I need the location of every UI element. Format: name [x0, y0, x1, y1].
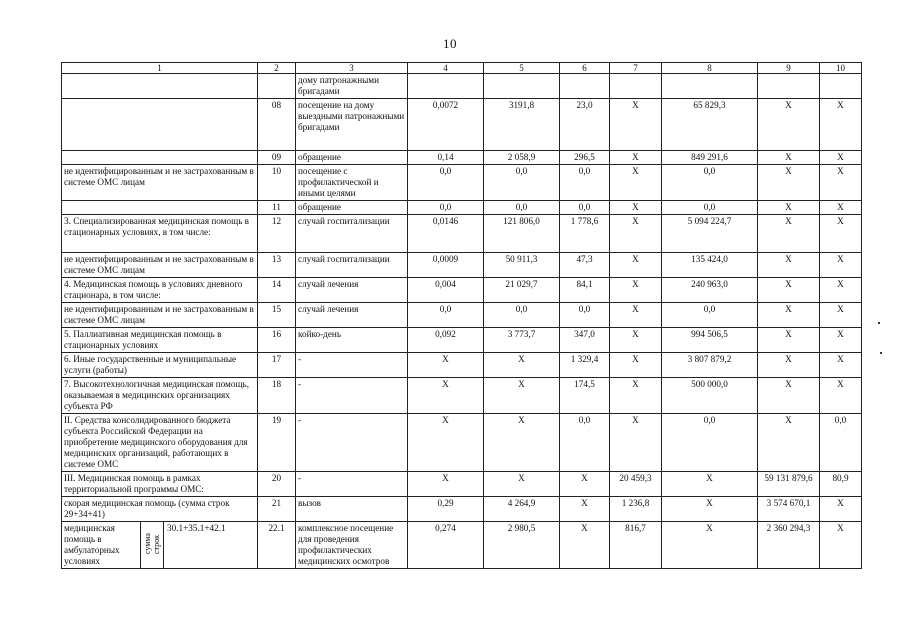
cell-row-number: 09: [258, 151, 296, 165]
cell-row-label: [62, 99, 258, 151]
cell-row-number: 16: [258, 328, 296, 353]
page-number: 10: [443, 36, 457, 51]
cell-row-label: III. Медицинская помощь в рамках территориальной программы ОМС:: [62, 472, 258, 497]
cell-row-label: не идентифицированным и не застрахованным в системе ОМС лицам: [62, 253, 258, 278]
cell-share: Х: [820, 497, 862, 522]
header-col-8: 8: [662, 63, 758, 74]
cell-unit: -: [296, 414, 408, 472]
cell-unit: случай госпитализации: [296, 253, 408, 278]
cell-per-capita-oms: 1 236,8: [610, 497, 662, 522]
cell-cost-norm: Х: [484, 353, 560, 378]
cell-amount-oms: Х: [758, 303, 820, 328]
cell-row-label: 6. Иные государственные и муниципальные услуги (работы): [62, 353, 258, 378]
cell-row-number: [258, 74, 296, 99]
cell-share: 80,9: [820, 472, 862, 497]
cell-share: 0,0: [820, 414, 862, 472]
cell-unit: койко-день: [296, 328, 408, 353]
cell-cost-norm: [484, 74, 560, 99]
table-row: [62, 201, 862, 215]
split-vertical-cell: [140, 522, 164, 568]
cell-per-capita-oms: Х: [610, 328, 662, 353]
cell-amount-budget: Х: [662, 497, 758, 522]
cell-amount-oms: 3 574 670,1: [758, 497, 820, 522]
cell-share: Х: [820, 201, 862, 215]
cell-amount-budget: Х: [662, 472, 758, 497]
header-col-7: 7: [610, 63, 662, 74]
cell-per-capita-budget: 1 329,4: [560, 353, 610, 378]
cell-row-number: 08: [258, 99, 296, 151]
cell-unit: посещение с профилактической и иными целями: [296, 165, 408, 201]
cell-amount-oms: [758, 74, 820, 99]
cell-amount-budget: 240 963,0: [662, 278, 758, 303]
cell-per-capita-oms: [610, 74, 662, 99]
cell-per-capita-budget: [560, 74, 610, 99]
table-row: [62, 472, 862, 497]
cell-share: Х: [820, 328, 862, 353]
cell-row-label: II. Средства консолидированного бюджета субъекта Российской Федерации на приобретение медицинского оборудования для медицинских организаций, работающих в системе ОМС: [62, 414, 258, 472]
cell-per-capita-budget: 1 778,6: [560, 215, 610, 253]
cell-row-number: 12: [258, 215, 296, 253]
cell-row-label: [62, 151, 258, 165]
cell-amount-oms: Х: [758, 278, 820, 303]
cell-per-capita-oms: Х: [610, 353, 662, 378]
table-row: [62, 165, 862, 201]
cell-volume-norm: 0,29: [408, 497, 484, 522]
cell-cost-norm: 3 773,7: [484, 328, 560, 353]
table-row: [62, 74, 862, 99]
cell-amount-oms: Х: [758, 378, 820, 414]
cell-share: Х: [820, 253, 862, 278]
cell-per-capita-budget: 84,1: [560, 278, 610, 303]
cell-amount-oms: 59 131 879,6: [758, 472, 820, 497]
cell-share: Х: [820, 303, 862, 328]
header-col-4: 4: [408, 63, 484, 74]
cell-cost-norm: 4 264,9: [484, 497, 560, 522]
cell-share: Х: [820, 165, 862, 201]
cell-per-capita-oms: Х: [610, 303, 662, 328]
cell-cost-norm: 0,0: [484, 165, 560, 201]
cell-share: Х: [820, 278, 862, 303]
table-row: [62, 99, 862, 151]
cell-amount-oms: Х: [758, 328, 820, 353]
cell-amount-budget: 0,0: [662, 414, 758, 472]
cell-cost-norm: 50 911,3: [484, 253, 560, 278]
cell-amount-budget: 5 094 224,7: [662, 215, 758, 253]
cell-row-label: 5. Паллиативная медицинская помощь в стационарных условиях: [62, 328, 258, 353]
cell-volume-norm: 0,0146: [408, 215, 484, 253]
split-formula: 30.1+35.1+42.1: [167, 523, 226, 533]
cell-row-label: 4. Медицинская помощь в условиях дневного стационара, в том числе:: [62, 278, 258, 303]
cell-per-capita-budget: 0,0: [560, 165, 610, 201]
table-row: [62, 215, 862, 253]
cell-row-number: 20: [258, 472, 296, 497]
cell-amount-oms: Х: [758, 253, 820, 278]
cell-per-capita-oms: 816,7: [610, 522, 662, 569]
cell-per-capita-budget: Х: [560, 497, 610, 522]
cell-volume-norm: [408, 74, 484, 99]
cell-row-number: 15: [258, 303, 296, 328]
cell-per-capita-budget: 296,5: [560, 151, 610, 165]
header-col-5: 5: [484, 63, 560, 74]
cell-volume-norm: 0,0: [408, 165, 484, 201]
cell-amount-budget: 65 829,3: [662, 99, 758, 151]
cell-amount-budget: 0,0: [662, 303, 758, 328]
cell-volume-norm: 0,0009: [408, 253, 484, 278]
header-col-3: 3: [296, 63, 408, 74]
cell-cost-norm: 2 980,5: [484, 522, 560, 569]
cell-per-capita-oms: Х: [610, 165, 662, 201]
cell-unit: -: [296, 378, 408, 414]
cell-row-number: 11: [258, 201, 296, 215]
cell-row-label: не идентифицированным и не застрахованным в системе ОМС лицам: [62, 303, 258, 328]
cell-unit: дому патронажными бригадами: [296, 74, 408, 99]
table-row: [62, 253, 862, 278]
cell-per-capita-budget: 347,0: [560, 328, 610, 353]
cell-row-number: 17: [258, 353, 296, 378]
cell-row-label: [62, 74, 258, 99]
cell-per-capita-oms: Х: [610, 378, 662, 414]
cell-unit: -: [296, 353, 408, 378]
cell-volume-norm: 0,004: [408, 278, 484, 303]
table-row: [62, 328, 862, 353]
cell-row-number: 22.1: [258, 522, 296, 569]
table-row: [62, 414, 862, 472]
cell-cost-norm: Х: [484, 378, 560, 414]
cell-amount-budget: 0,0: [662, 165, 758, 201]
cell-share: Х: [820, 99, 862, 151]
split-label: медицинская помощь в амбулаторных условиях: [64, 523, 120, 566]
cell-unit: случай госпитализации: [296, 215, 408, 253]
cell-per-capita-oms: Х: [610, 201, 662, 215]
cell-row-number: 13: [258, 253, 296, 278]
cell-share: Х: [820, 151, 862, 165]
cell-per-capita-budget: 174,5: [560, 378, 610, 414]
header-row: [62, 63, 862, 74]
cell-amount-budget: 500 000,0: [662, 378, 758, 414]
data-table: [61, 62, 862, 569]
table-body: [62, 63, 862, 569]
cell-share: Х: [820, 215, 862, 253]
cell-row-label: 7. Высокотехнологичная медицинская помощь, оказываемая в медицинских организациях субъекта РФ: [62, 378, 258, 414]
cell-row-number: 21: [258, 497, 296, 522]
cell-cost-norm: 121 806,0: [484, 215, 560, 253]
cell-per-capita-oms: 20 459,3: [610, 472, 662, 497]
cell-cost-norm: 3191,8: [484, 99, 560, 151]
cell-per-capita-budget: Х: [560, 522, 610, 569]
cell-unit: -: [296, 472, 408, 497]
cell-cost-norm: 0,0: [484, 201, 560, 215]
cell-per-capita-budget: 23,0: [560, 99, 610, 151]
cell-unit: посещение на дому выездными патронажными бригадами: [296, 99, 408, 151]
cell-volume-norm: 0,0072: [408, 99, 484, 151]
cell-cost-norm: 0,0: [484, 303, 560, 328]
cell-amount-oms: Х: [758, 99, 820, 151]
cell-per-capita-oms: Х: [610, 278, 662, 303]
cell-per-capita-budget: 0,0: [560, 201, 610, 215]
cell-amount-budget: 994 506,5: [662, 328, 758, 353]
cell-row-label: [62, 201, 258, 215]
cell-amount-oms: Х: [758, 353, 820, 378]
cell-volume-norm: Х: [408, 472, 484, 497]
cell-amount-budget: 0,0: [662, 201, 758, 215]
cell-amount-oms: Х: [758, 165, 820, 201]
cell-row-number: 10: [258, 165, 296, 201]
cell-unit: обращение: [296, 151, 408, 165]
cell-row-number: 14: [258, 278, 296, 303]
cell-amount-budget: 849 291,6: [662, 151, 758, 165]
cell-per-capita-budget: 47,3: [560, 253, 610, 278]
cell-per-capita-oms: Х: [610, 414, 662, 472]
cell-per-capita-budget: Х: [560, 472, 610, 497]
cell-amount-budget: 135 424,0: [662, 253, 758, 278]
cell-volume-norm: 0,0: [408, 303, 484, 328]
cell-unit: обращение: [296, 201, 408, 215]
cell-per-capita-oms: Х: [610, 99, 662, 151]
table-row: [62, 303, 862, 328]
cell-per-capita-oms: Х: [610, 215, 662, 253]
header-col-2: 2: [258, 63, 296, 74]
cell-amount-oms: Х: [758, 201, 820, 215]
table-row: [62, 497, 862, 522]
cell-per-capita-oms: Х: [610, 151, 662, 165]
table-row: [62, 522, 862, 569]
cell-volume-norm: Х: [408, 378, 484, 414]
header-col-10: 10: [820, 63, 862, 74]
table-row: [62, 353, 862, 378]
cell-unit: случай лечения: [296, 278, 408, 303]
cell-row-label: скорая медицинская помощь (сумма строк 29+34+41): [62, 497, 258, 522]
cell-volume-norm: 0,0: [408, 201, 484, 215]
cell-volume-norm: 0,14: [408, 151, 484, 165]
header-col-9: 9: [758, 63, 820, 74]
cell-volume-norm: 0,092: [408, 328, 484, 353]
cell-cost-norm: 2 058,9: [484, 151, 560, 165]
cell-amount-budget: Х: [662, 522, 758, 569]
cell-volume-norm: 0,274: [408, 522, 484, 569]
cell-share: [820, 74, 862, 99]
cell-unit: случай лечения: [296, 303, 408, 328]
margin-mark: [880, 352, 882, 354]
cell-unit: комплексное посещение для проведения профилактических медицинских осмотров: [296, 522, 408, 569]
table-row: [62, 278, 862, 303]
cell-per-capita-budget: 0,0: [560, 303, 610, 328]
table-row: [62, 378, 862, 414]
table-row: [62, 151, 862, 165]
cell-row-label: [62, 522, 258, 569]
cell-row-label: не идентифицированным и не застрахованным в системе ОМС лицам: [62, 165, 258, 201]
margin-mark: [878, 322, 880, 324]
cell-volume-norm: Х: [408, 414, 484, 472]
cell-row-number: 18: [258, 378, 296, 414]
cell-amount-oms: Х: [758, 215, 820, 253]
cell-unit: вызов: [296, 497, 408, 522]
cell-amount-budget: [662, 74, 758, 99]
cell-amount-budget: 3 807 879,2: [662, 353, 758, 378]
cell-per-capita-budget: 0,0: [560, 414, 610, 472]
cell-share: Х: [820, 353, 862, 378]
cell-amount-oms: Х: [758, 414, 820, 472]
cell-cost-norm: 21 029,7: [484, 278, 560, 303]
cell-amount-oms: Х: [758, 151, 820, 165]
cell-share: Х: [820, 522, 862, 569]
cell-per-capita-oms: Х: [610, 253, 662, 278]
header-col-6: 6: [560, 63, 610, 74]
cell-row-label: 3. Специализированная медицинская помощь в стационарных условиях, в том числе:: [62, 215, 258, 253]
cell-row-number: 19: [258, 414, 296, 472]
cell-cost-norm: Х: [484, 414, 560, 472]
cell-share: Х: [820, 378, 862, 414]
cell-amount-oms: 2 360 294,3: [758, 522, 820, 569]
cell-volume-norm: Х: [408, 353, 484, 378]
cell-cost-norm: Х: [484, 472, 560, 497]
header-col-1: 1: [62, 63, 258, 74]
vertical-label: сумма строк: [143, 533, 161, 555]
